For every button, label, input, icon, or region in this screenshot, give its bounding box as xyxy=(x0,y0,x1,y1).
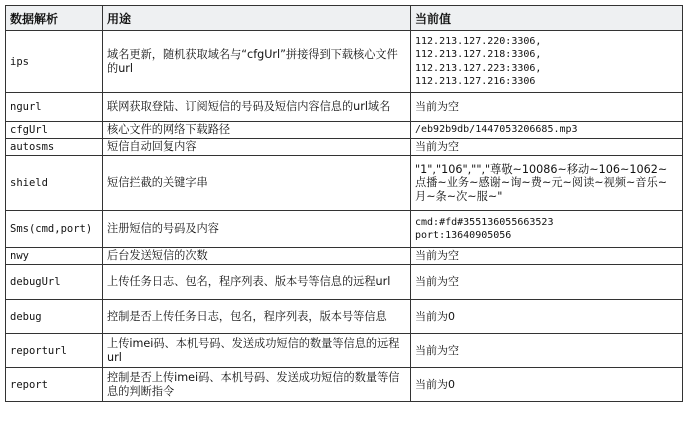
field-name: ips xyxy=(6,31,103,93)
header-current-value: 当前值 xyxy=(411,6,683,31)
table-row xyxy=(6,31,683,93)
table-row xyxy=(6,93,683,122)
table-row xyxy=(6,156,683,211)
field-name: cfgUrl xyxy=(6,122,103,139)
header-purpose: 用途 xyxy=(103,6,411,31)
ip-entry: 112.213.127.216:3306 xyxy=(415,76,536,87)
field-value: 当前为空 xyxy=(411,334,683,368)
field-value: 当前为空 xyxy=(411,93,683,122)
table-row xyxy=(6,334,683,368)
table-row xyxy=(6,265,683,300)
field-name: report xyxy=(6,368,103,402)
table-row xyxy=(6,211,683,248)
field-name: debug xyxy=(6,300,103,334)
field-purpose: 域名更新，随机获取域名与“cfgUrl”拼接得到下载核心文件的url xyxy=(103,31,411,93)
field-purpose: 核心文件的网络下载路径 xyxy=(103,122,411,139)
field-value: 当前为空 xyxy=(411,139,683,156)
field-purpose: 控制是否上传imei码、本机号码、发送成功短信的数量等信息的判断指令 xyxy=(103,368,411,402)
field-purpose: 联网获取登陆、订阅短信的号码及短信内容信息的url域名 xyxy=(103,93,411,122)
table-row xyxy=(6,368,683,402)
data-table xyxy=(5,5,683,402)
header-field-name: 数据解析 xyxy=(6,6,103,31)
field-name: debugUrl xyxy=(6,265,103,300)
field-value: 当前为0 xyxy=(411,368,683,402)
field-value: 当前为空 xyxy=(411,248,683,265)
field-value: 当前为0 xyxy=(411,300,683,334)
field-purpose: 短信自动回复内容 xyxy=(103,139,411,156)
ip-entry: 112.213.127.218:3306, xyxy=(415,49,542,60)
field-name: reporturl xyxy=(6,334,103,368)
field-value: 当前为空 xyxy=(411,265,683,300)
table-row xyxy=(6,248,683,265)
field-purpose: 上传imei码、本机号码、发送成功短信的数量等信息的远程url xyxy=(103,334,411,368)
field-name: Sms(cmd,port) xyxy=(6,211,103,248)
table-row xyxy=(6,139,683,156)
field-purpose: 控制是否上传任务日志，包名，程序列表，版本号等信息 xyxy=(103,300,411,334)
field-purpose: 后台发送短信的次数 xyxy=(103,248,411,265)
table-row xyxy=(6,300,683,334)
field-value: "1","106","","尊敬~10086~移动~106~1062~点播~业务~感谢~询~费~元~阅读~视频~音乐~月~条~次~服~" xyxy=(411,156,683,211)
field-purpose: 短信拦截的关键字串 xyxy=(103,156,411,211)
field-name: shield xyxy=(6,156,103,211)
field-value: /eb92b9db/1447053206685.mp3 xyxy=(411,122,683,139)
field-value xyxy=(411,31,683,93)
field-name: nwy xyxy=(6,248,103,265)
field-name: autosms xyxy=(6,139,103,156)
field-purpose: 注册短信的号码及内容 xyxy=(103,211,411,248)
field-name: ngurl xyxy=(6,93,103,122)
ip-entry: 112.213.127.220:3306, xyxy=(415,35,542,47)
field-value xyxy=(411,211,683,248)
field-purpose: 上传任务日志、包名，程序列表、版本号等信息的远程url xyxy=(103,265,411,300)
ip-entry: 112.213.127.223:3306, xyxy=(415,62,542,74)
table-row xyxy=(6,122,683,139)
sms-cmd: cmd:#fd#355136055663523 xyxy=(415,216,554,228)
sms-port: port:13640905056 xyxy=(415,230,512,241)
header-row xyxy=(6,6,683,31)
